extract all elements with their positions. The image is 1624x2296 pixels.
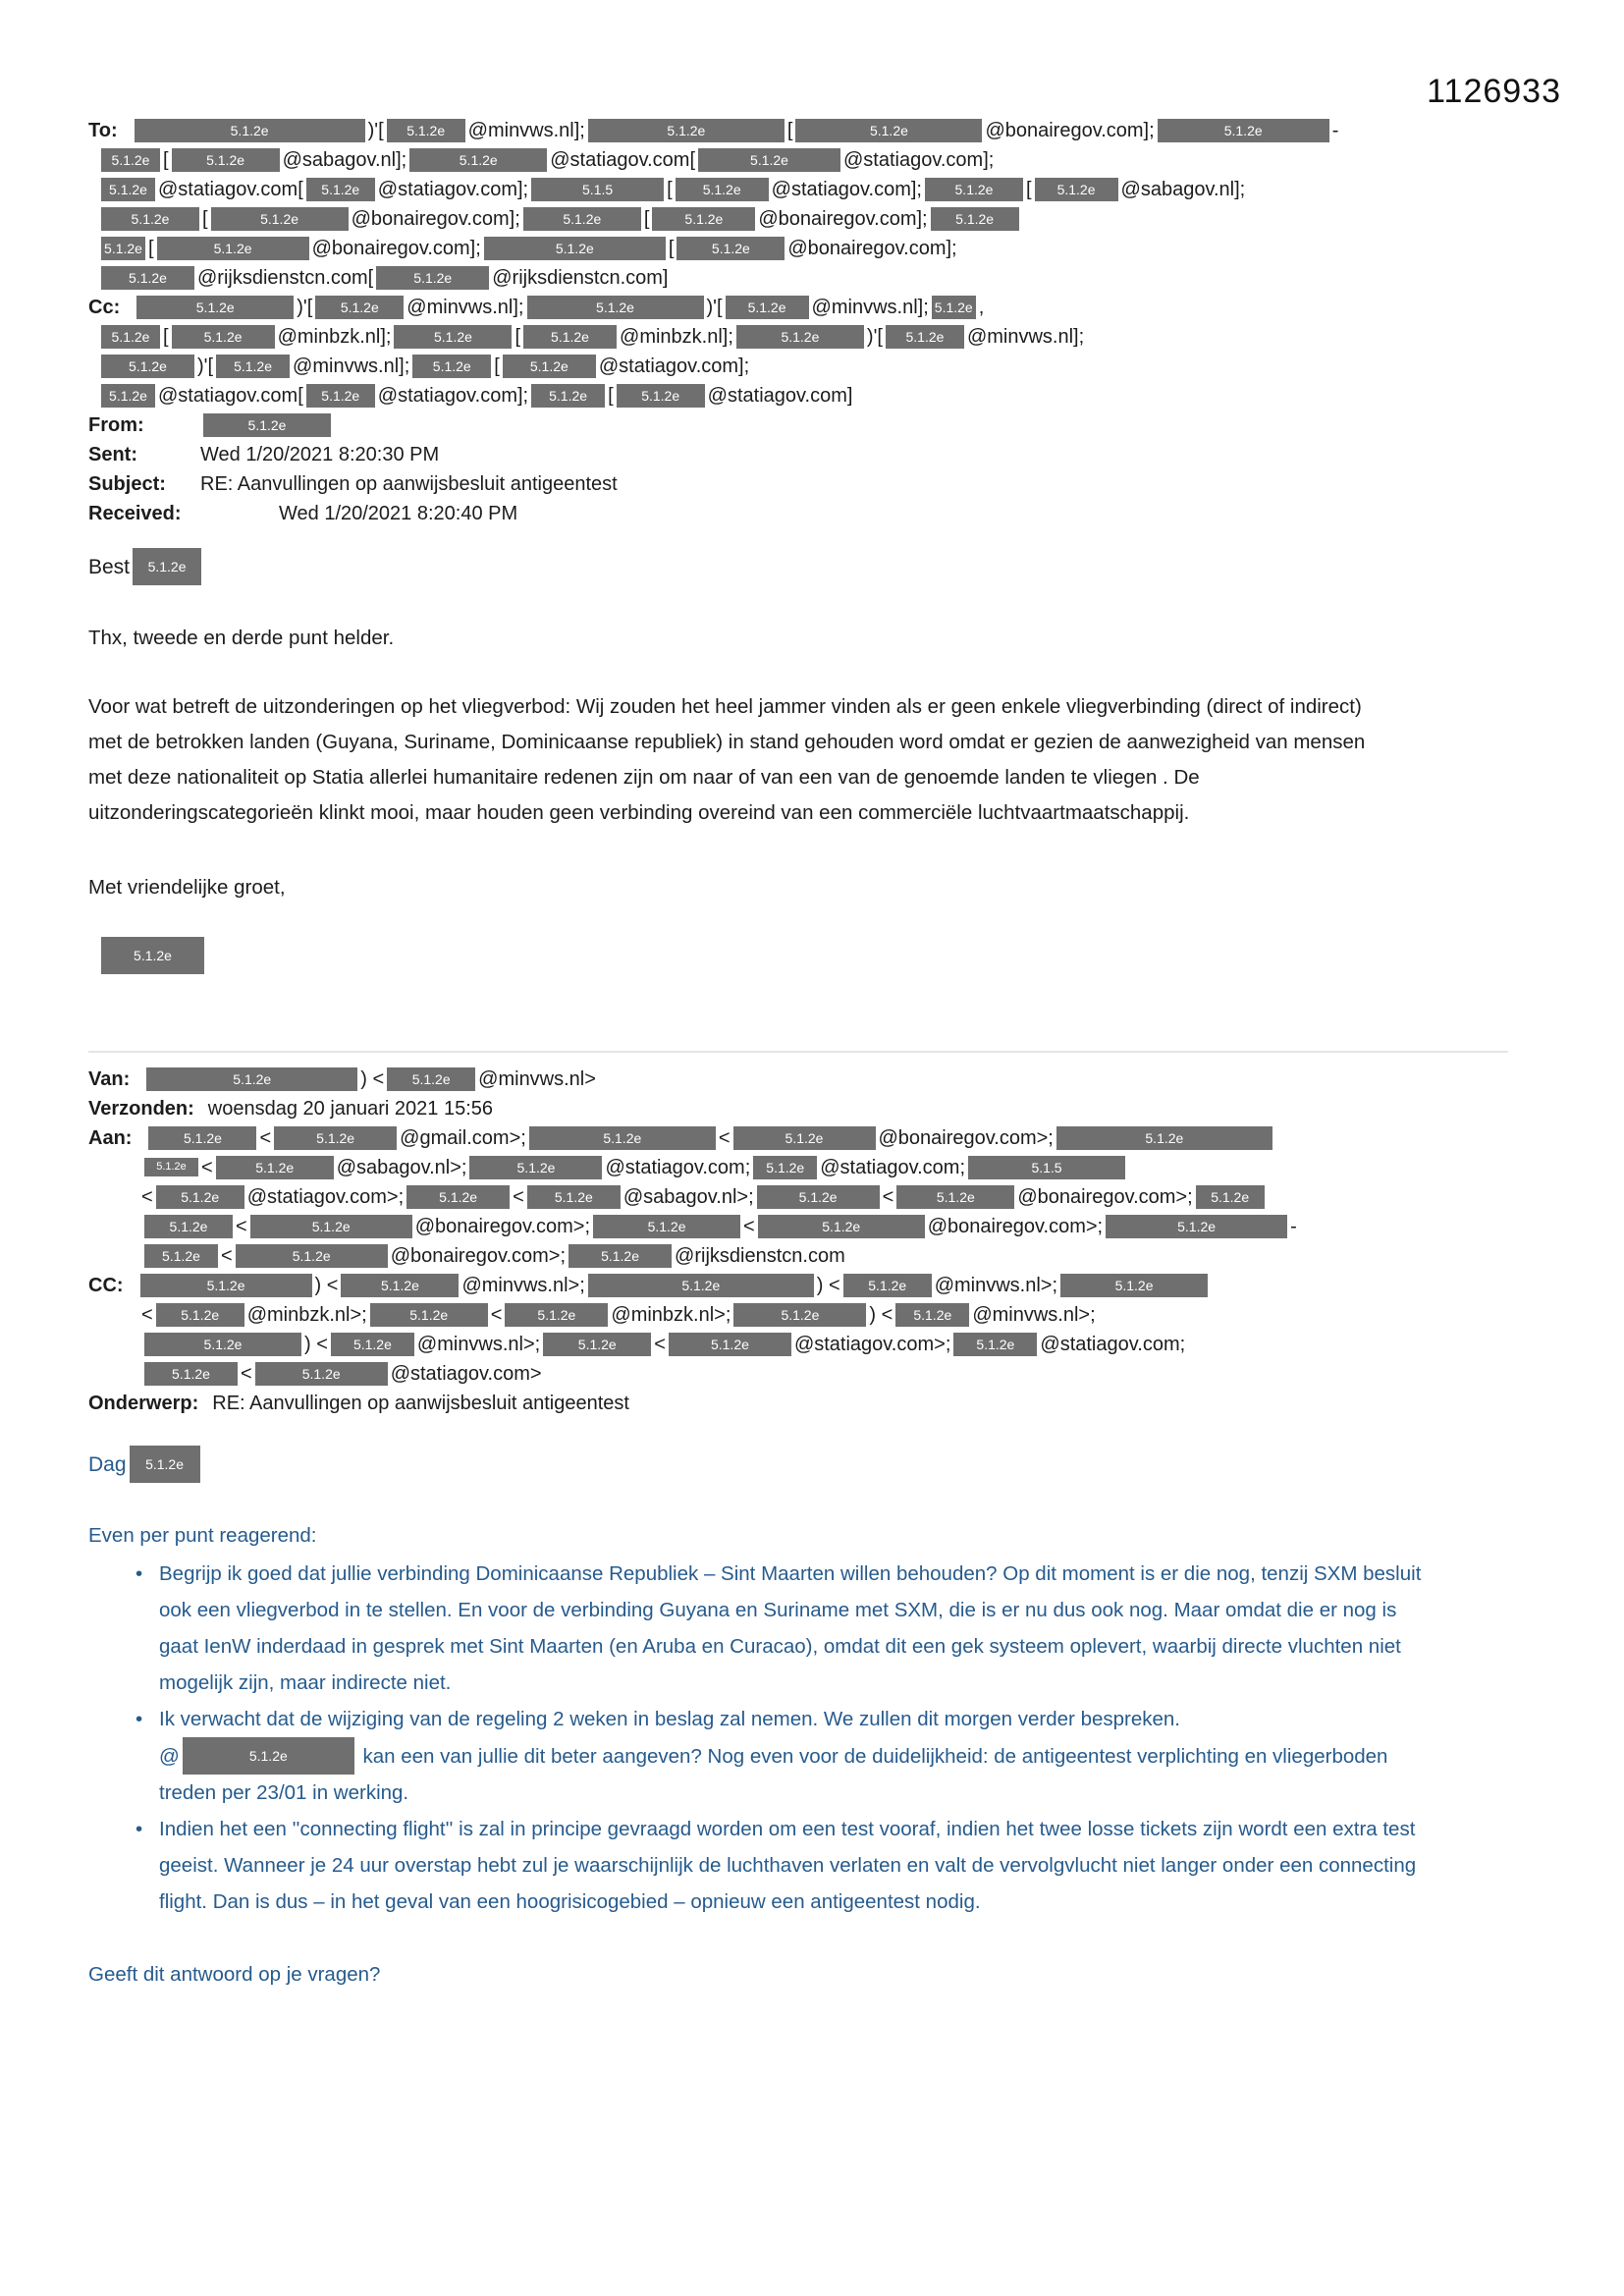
- redaction-box: 5.1.2e: [203, 413, 331, 437]
- text-segment: @minbzk.nl>;: [611, 1304, 731, 1326]
- redaction-box: 5.1.2e: [931, 207, 1019, 231]
- redaction-box: 5.1.2e: [183, 1737, 354, 1775]
- text-segment: @statiagov.com[: [158, 179, 303, 200]
- body-paragraph-thanks: Thx, tweede en derde punt helder.: [88, 627, 395, 649]
- text-segment: @bonairegov.com];: [787, 238, 957, 259]
- bullet-text: [159, 1556, 1428, 1701]
- redaction-box: 5.1.2e: [886, 325, 964, 349]
- text-segment: ,: [978, 297, 985, 318]
- text-segment: @bonairegov.com];: [758, 208, 928, 230]
- redaction-box: 5.1.2e: [676, 178, 769, 201]
- text-segment: @rijksdienstcn.com: [675, 1245, 845, 1267]
- bullet-item: [135, 1556, 1428, 1701]
- field-label: Aan:: [88, 1127, 133, 1149]
- text-segment: @bonairegov.com];: [311, 238, 481, 259]
- redaction-box: 5.1.2e: [484, 237, 666, 260]
- redaction-box: 5.1.2e: [527, 1185, 621, 1209]
- text-segment: @minbzk.nl];: [620, 326, 733, 348]
- field-label: Subject:: [88, 473, 166, 495]
- text-segment: @sabagov.nl>;: [623, 1186, 754, 1208]
- redaction-box: 5.1.2e: [394, 325, 512, 349]
- redaction-box: 5.1.2e: [157, 237, 309, 260]
- redaction-box: 5.1.2e: [1060, 1274, 1208, 1297]
- text-segment: -: [1290, 1216, 1297, 1237]
- text-segment: @rijksdienstcn.com]: [492, 267, 669, 289]
- redaction-box: 5.1.2e: [146, 1067, 357, 1091]
- body-paragraph-main: Voor wat betreft de uitzonderingen op het vliegverbod: Wij zouden het heel jammer vinden als er geen enkele vliegverbinding (direct of indirect) met de betrokken landen (Guyana, Suriname, Dominicaanse republiek) in stand gehouden word omdat er gezien de aanwezigheid van mensen met deze nationaliteit op Statia allerlei humanitaire redenen zijn om naar of van een van de genoemde landen te vliegen . De uitzonderingscategorieën klinkt mooi, maar houden geen verbinding overeind van een commerciële luchtvaartmaatschappij.: [88, 695, 1366, 824]
- redaction-box: 5.1.2e: [1106, 1215, 1287, 1238]
- text-segment: Best: [88, 556, 131, 578]
- redaction-box: 5.1.2e: [216, 1156, 334, 1179]
- text-segment: Wed 1/20/2021 8:20:30 PM: [200, 444, 440, 465]
- text-segment: <: [201, 1157, 213, 1178]
- redaction-box: 5.1.2e: [144, 1158, 198, 1176]
- text-segment: @minvws.nl>;: [461, 1275, 585, 1296]
- signoff-line: Met vriendelijke groet,: [88, 876, 286, 899]
- redaction-box: 5.1.2e: [144, 1362, 238, 1386]
- redaction-box: 5.1.2e: [527, 296, 704, 319]
- redaction-box: 5.1.2e: [376, 266, 489, 290]
- text-segment: )'[: [197, 355, 214, 377]
- header-line: [88, 1094, 1508, 1123]
- text-segment: @statiagov.com;: [820, 1157, 966, 1178]
- redaction-box: 5.1.2e: [148, 1126, 256, 1150]
- redaction-box: 5.1.2e: [505, 1303, 608, 1327]
- header-line: [88, 1359, 1508, 1389]
- field-label: Cc:: [88, 297, 121, 318]
- redaction-box: 5.1.2e: [736, 325, 864, 349]
- redaction-box: 5.1.2e: [101, 325, 160, 349]
- header-line: [88, 234, 1508, 263]
- redaction-box: 5.1.2e: [932, 296, 976, 319]
- text-segment: @minvws.nl>;: [416, 1334, 541, 1355]
- redaction-box: 5.1.2e: [331, 1333, 414, 1356]
- redaction-box: 5.1.2e: [274, 1126, 397, 1150]
- header-line: [88, 293, 1508, 322]
- header-line: [88, 322, 1508, 352]
- text-segment: @statiagov.com]: [707, 385, 853, 407]
- text-segment: <: [718, 1127, 731, 1149]
- redaction-box: 5.1.2e: [101, 148, 160, 172]
- redaction-box: 5.1.2e: [1056, 1126, 1272, 1150]
- field-label: Sent:: [88, 444, 137, 465]
- redaction-box: 5.1.2e: [101, 384, 155, 408]
- redaction-box: 5.1.2e: [503, 355, 596, 378]
- text-segment: )'[: [706, 297, 723, 318]
- email-header: [88, 116, 1508, 528]
- header-line: [88, 204, 1508, 234]
- text-segment: @minvws.nl];: [811, 297, 929, 318]
- text-segment: @minbzk.nl];: [277, 326, 392, 348]
- header-line: [88, 1389, 1508, 1418]
- bullet-marker: •: [135, 1818, 143, 1840]
- text-segment: @sabagov.nl];: [282, 149, 407, 171]
- redaction-box: 5.1.2e: [172, 325, 275, 349]
- redaction-box: 5.1.2e: [843, 1274, 932, 1297]
- text-segment: @minbzk.nl>;: [246, 1304, 367, 1326]
- redaction-box: 5.1.2e: [315, 296, 404, 319]
- bullet-item: [135, 1811, 1428, 1920]
- header-line: [88, 410, 1508, 440]
- text-segment: <: [236, 1216, 247, 1237]
- text-segment: @minvws.nl>;: [972, 1304, 1096, 1326]
- text-segment: <: [743, 1216, 755, 1237]
- redaction-box: 5.1.2e: [250, 1215, 412, 1238]
- redaction-box: 5.1.2e: [133, 548, 201, 585]
- redaction-box: 5.1.2e: [135, 119, 365, 142]
- field-label: Verzonden:: [88, 1098, 194, 1120]
- text-segment: RE: Aanvullingen op aanwijsbesluit antigeentest: [200, 473, 618, 495]
- text-segment: @minvws.nl];: [966, 326, 1085, 348]
- header-line: [88, 499, 1508, 528]
- reply-section: [88, 1446, 1508, 1987]
- text-segment: )'[: [367, 120, 384, 141]
- redaction-box: 5.1.2e: [568, 1244, 672, 1268]
- text-segment: ) <: [314, 1275, 339, 1296]
- text-segment: Dag: [88, 1453, 127, 1476]
- text-segment: )'[: [866, 326, 883, 348]
- text-segment: @statiagov.com];: [377, 179, 529, 200]
- text-segment: Ik verwacht dat de wijziging van de regeling 2 weken in beslag zal nemen. We zullen dit morgen verder bespreken.: [159, 1708, 1181, 1730]
- header-line: [88, 1212, 1508, 1241]
- text-segment: Indien het een ''connecting flight'' is zal in principe gevraagd worden om een test vooraf, indien het twee losse tickets zijn wordt een extra test geeist. Wanneer je 24 uur overstap hebt zul je waarschijnlijk de luchthaven verlaten en valt de vervolgvlucht niet langer onder een connecting flight. Dan is dus – in het geval van een hoogrisicogebied – opnieuw een antigeentest nodig.: [159, 1818, 1417, 1913]
- redaction-box: 5.1.2e: [101, 937, 204, 974]
- header-line: [88, 1182, 1508, 1212]
- redaction-box: 5.1.2e: [156, 1185, 244, 1209]
- field-label: To:: [88, 120, 118, 141]
- header-line: [88, 352, 1508, 381]
- text-segment: [: [1025, 179, 1032, 200]
- redaction-box: 5.1.2e: [341, 1274, 459, 1297]
- redaction-box: 5.1.5: [968, 1156, 1125, 1179]
- quoted-email-header: [88, 1065, 1508, 1418]
- text-segment: woensdag 20 januari 2021 15:56: [207, 1098, 494, 1120]
- redaction-box: 5.1.2e: [529, 1126, 716, 1150]
- text-segment: Wed 1/20/2021 8:20:40 PM: [279, 503, 518, 524]
- text-segment: @statiagov.com>;: [246, 1186, 405, 1208]
- field-label: From:: [88, 414, 144, 436]
- field-label: Received:: [88, 503, 182, 524]
- redaction-box: 5.1.2e: [588, 1274, 814, 1297]
- field-label: Van:: [88, 1068, 131, 1090]
- text-segment: <: [654, 1334, 666, 1355]
- text-segment: <: [513, 1186, 524, 1208]
- reply-intro: Even per punt reagerend:: [88, 1524, 317, 1547]
- redaction-box: 5.1.2e: [677, 237, 785, 260]
- header-line: [88, 381, 1508, 410]
- redaction-box: 5.1.2e: [306, 178, 375, 201]
- redaction-box: 5.1.2e: [216, 355, 290, 378]
- text-segment: @bonairegov.com>;: [390, 1245, 567, 1267]
- text-segment: @statiagov.com[: [550, 149, 695, 171]
- redaction-box: 5.1.2e: [144, 1333, 301, 1356]
- header-line: [88, 1065, 1508, 1094]
- reply-bullet-list: [88, 1556, 1508, 1920]
- header-line: [88, 1271, 1508, 1300]
- redaction-box: 5.1.2e: [144, 1244, 218, 1268]
- text-segment: [: [608, 385, 614, 407]
- redaction-box: 5.1.2e: [896, 1185, 1014, 1209]
- text-segment: ) <: [816, 1275, 840, 1296]
- text-segment: @bonairegov.com>;: [1017, 1186, 1193, 1208]
- text-segment: <: [490, 1304, 503, 1326]
- text-segment: @statiagov.com];: [771, 179, 922, 200]
- redaction-box: 5.1.2e: [652, 207, 755, 231]
- text-segment: Begrijp ik goed dat jullie verbinding Dominicaanse Republiek – Sint Maarten willen behouden? Op dit moment is er die nog, tenzij SXM besluit ook een vliegverbod in te stellen. En voor de verbinding Guyana en Suriname met SXM, die is er nu dus ook nog. Maar omdat die er nog is gaat IenW inderdaad in gesprek met Sint Maarten (en Aruba en Curacao), omdat dit een gek systeem oplevert, waarbij directe vluchten niet mogelijk zijn, maar indirecte niet.: [159, 1562, 1422, 1694]
- header-line: [88, 1153, 1508, 1182]
- text-segment: [: [786, 120, 793, 141]
- redaction-box: 5.1.2e: [409, 148, 547, 172]
- redaction-box: 5.1.2e: [370, 1303, 488, 1327]
- text-segment: @bonairegov.com>;: [414, 1216, 591, 1237]
- redaction-box: 5.1.2e: [130, 1446, 200, 1483]
- text-segment: @rijksdienstcn.com[: [197, 267, 374, 289]
- redaction-box: 5.1.2e: [953, 1333, 1037, 1356]
- redaction-box: 5.1.2e: [172, 148, 280, 172]
- text-segment: @statiagov.com];: [598, 355, 750, 377]
- header-line: [88, 116, 1508, 145]
- redaction-box: 5.1.2e: [588, 119, 785, 142]
- bullet-marker: •: [135, 1708, 143, 1730]
- text-segment: <: [259, 1127, 272, 1149]
- text-segment: [: [163, 326, 169, 348]
- redaction-box: 5.1.2e: [255, 1362, 388, 1386]
- redaction-box: 5.1.2e: [144, 1215, 233, 1238]
- text-segment: @sabagov.nl>;: [336, 1157, 467, 1178]
- text-segment: @gmail.com>;: [400, 1127, 526, 1149]
- redaction-box: 5.1.2e: [523, 207, 641, 231]
- redaction-box: 5.1.2e: [412, 355, 491, 378]
- redaction-box: 5.1.5: [531, 178, 664, 201]
- redaction-box: 5.1.2e: [1035, 178, 1118, 201]
- reply-greeting-line: [88, 1446, 1508, 1483]
- quoted-message-divider: [88, 1051, 1508, 1053]
- text-segment: @minvws.nl];: [467, 120, 585, 141]
- text-segment: -: [1331, 120, 1339, 141]
- redaction-box: 5.1.2e: [753, 1156, 817, 1179]
- text-segment: [: [202, 208, 208, 230]
- text-segment: @bonairegov.com];: [985, 120, 1155, 141]
- redaction-box: 5.1.2e: [101, 266, 194, 290]
- signature-redaction: [98, 937, 1508, 974]
- text-segment: )'[: [297, 297, 313, 318]
- redaction-box: 5.1.2e: [733, 1303, 866, 1327]
- redaction-box: 5.1.2e: [523, 325, 617, 349]
- header-line: [88, 145, 1508, 175]
- header-line: [88, 469, 1508, 499]
- text-segment: @statiagov.com;: [1040, 1334, 1186, 1355]
- text-segment: <: [241, 1363, 252, 1385]
- text-segment: [: [514, 326, 521, 348]
- field-label: CC:: [88, 1275, 124, 1296]
- text-segment: <: [221, 1245, 233, 1267]
- text-segment: @statiagov.com>: [390, 1363, 542, 1385]
- header-line: [88, 263, 1508, 293]
- header-line: [88, 1300, 1508, 1330]
- redaction-box: 5.1.2e: [406, 1185, 510, 1209]
- text-segment: @statiagov.com>;: [793, 1334, 951, 1355]
- redaction-box: 5.1.2e: [140, 1274, 312, 1297]
- redaction-box: 5.1.2e: [236, 1244, 388, 1268]
- text-segment: @statiagov.com];: [377, 385, 529, 407]
- text-segment: [: [148, 238, 154, 259]
- text-segment: @minvws.nl];: [406, 297, 524, 318]
- text-segment: @statiagov.com[: [158, 385, 303, 407]
- redaction-box: 5.1.2e: [733, 1126, 876, 1150]
- greeting-line: [88, 548, 1508, 585]
- text-segment: [: [667, 179, 673, 200]
- text-segment: [: [668, 238, 675, 259]
- bullet-marker: •: [135, 1562, 143, 1585]
- redaction-box: 5.1.2e: [136, 296, 294, 319]
- header-line: [88, 1241, 1508, 1271]
- bullet-text: [159, 1811, 1428, 1920]
- redaction-box: 5.1.2e: [101, 237, 145, 260]
- redaction-box: 5.1.2e: [669, 1333, 791, 1356]
- redaction-box: 5.1.2e: [469, 1156, 602, 1179]
- redaction-box: 5.1.2e: [306, 384, 375, 408]
- header-line: [88, 1330, 1508, 1359]
- bullet-text: [159, 1701, 1428, 1811]
- redaction-box: 5.1.2e: [211, 207, 349, 231]
- text-segment: @minvws.nl>;: [934, 1275, 1058, 1296]
- header-line: [88, 440, 1508, 469]
- text-segment: @minvws.nl];: [293, 355, 410, 377]
- redaction-box: 5.1.2e: [895, 1303, 969, 1327]
- redaction-box: 5.1.2e: [925, 178, 1023, 201]
- redaction-box: 5.1.2e: [593, 1215, 740, 1238]
- redaction-box: 5.1.2e: [543, 1333, 651, 1356]
- text-segment: @minvws.nl>: [478, 1068, 596, 1090]
- text-segment: [: [643, 208, 650, 230]
- redaction-box: 5.1.2e: [758, 1215, 925, 1238]
- redaction-box: 5.1.2e: [387, 1067, 475, 1091]
- redaction-box: 5.1.2e: [156, 1303, 244, 1327]
- redaction-box: 5.1.2e: [1158, 119, 1329, 142]
- reply-closing: Geeft dit antwoord op je vragen?: [88, 1963, 381, 1986]
- text-segment: @bonairegov.com>;: [878, 1127, 1054, 1149]
- header-line: [88, 175, 1508, 204]
- redaction-box: 5.1.2e: [726, 296, 809, 319]
- text-segment: ) <: [360, 1068, 385, 1090]
- text-segment: @bonairegov.com];: [351, 208, 520, 230]
- text-segment: ) <: [304, 1334, 328, 1355]
- redaction-box: 5.1.2e: [101, 207, 199, 231]
- text-segment: @sabagov.nl];: [1120, 179, 1246, 200]
- text-segment: [: [163, 149, 169, 171]
- text-segment: @bonairegov.com>;: [927, 1216, 1104, 1237]
- redaction-box: 5.1.2e: [617, 384, 705, 408]
- text-segment: <: [141, 1304, 153, 1326]
- redaction-box: 5.1.2e: [101, 355, 194, 378]
- text-segment: @statiagov.com];: [843, 149, 995, 171]
- text-segment: <: [882, 1186, 894, 1208]
- text-segment: @: [159, 1745, 180, 1768]
- text-segment: <: [141, 1186, 153, 1208]
- field-label: Onderwerp:: [88, 1393, 199, 1414]
- text-segment: kan een van jullie dit beter aangeven? Nog even voor de duidelijkheid: de antigeentest verplichting en vliegerboden treden per 23/01 in werking.: [159, 1745, 1388, 1804]
- redaction-box: 5.1.2e: [387, 119, 465, 142]
- header-line: [88, 1123, 1508, 1153]
- redaction-box: 5.1.2e: [531, 384, 605, 408]
- redaction-box: 5.1.2e: [795, 119, 982, 142]
- redaction-box: 5.1.2e: [698, 148, 840, 172]
- bullet-item: [135, 1701, 1428, 1811]
- redaction-box: 5.1.2e: [1196, 1185, 1265, 1209]
- redaction-box: 5.1.2e: [757, 1185, 880, 1209]
- text-segment: [: [494, 355, 500, 377]
- text-segment: @statiagov.com;: [605, 1157, 751, 1178]
- text-segment: ) <: [869, 1304, 893, 1326]
- doc-number: 1126933: [1427, 73, 1561, 110]
- redaction-box: 5.1.2e: [101, 178, 155, 201]
- text-segment: RE: Aanvullingen op aanwijsbesluit antigeentest: [212, 1393, 629, 1414]
